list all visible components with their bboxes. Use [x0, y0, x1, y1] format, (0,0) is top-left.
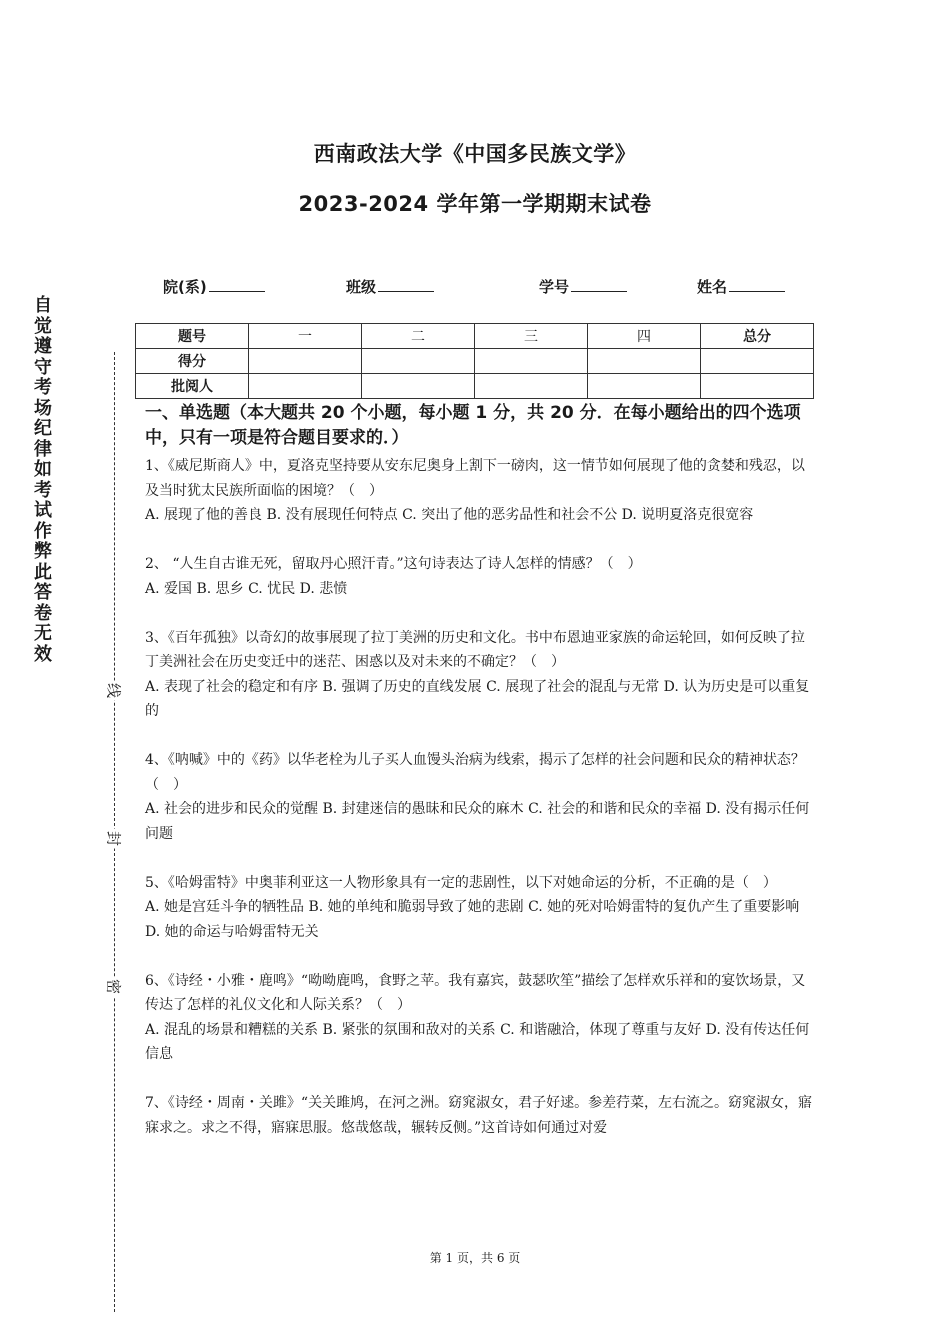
question-stem: 3、《百年孤独》以奇幻的故事展现了拉丁美洲的历史和文化。书中布恩迪亚家族的命运轮回，如何反映了拉丁美洲社会在历史变迁中的迷茫、困惑以及对未来的不确定？（ ） — [145, 629, 805, 670]
reviewer-cell — [362, 374, 475, 399]
question-options: A. 表现了社会的稳定和有序 B. 强调了历史的直线发展 C. 展现了社会的混乱与无常 D. 认为历史是可以重复的 — [145, 678, 810, 719]
exam-content — [145, 401, 815, 1165]
question-stem: 7、《诗经・周南・关雎》“关关雎鸠，在河之洲。窈窕淑女，君子好逑。参差荇菜，左右流之。窈窕淑女，寤寐求之。求之不得，寤寐思服。悠哉悠哉，辗转反侧。”这首诗如何通过对爱 — [145, 1095, 813, 1136]
question-stem: 5、《哈姆雷特》中奥菲利亚这一人物形象具有一定的悲剧性，以下对她命运的分析，不正确的是（ ） — [145, 874, 777, 891]
score-cell — [701, 349, 814, 374]
seal-mark-secret: 密 — [104, 977, 125, 997]
reviewer-cell — [701, 374, 814, 399]
class-label: 班级 — [346, 278, 377, 296]
score-cell — [362, 349, 475, 374]
question-options: A. 社会的进步和民众的觉醒 B. 封建迷信的愚昧和民众的麻木 C. 社会的和谐和民众的幸福 D. 没有揭示任何问题 — [145, 801, 810, 842]
seal-mark-seal: 封 — [104, 829, 125, 849]
score-table — [135, 323, 814, 399]
question-stem: 1、《威尼斯商人》中，夏洛克坚持要从安东尼奥身上割下一磅肉，这一情节如何展现了他的贪婪和残忍，以及当时犹太民族所面临的困境？（ ） — [145, 458, 805, 499]
class-blank — [378, 277, 434, 292]
exam-title-line2: 2023-2024 学年第一学期期末试卷 — [298, 192, 652, 216]
score-table-header-cell: 题号 — [136, 324, 249, 349]
question-item — [145, 748, 815, 846]
score-cell — [249, 349, 362, 374]
question-options: A. 她是宫廷斗争的牺牲品 B. 她的单纯和脆弱导致了她的悲剧 C. 她的死对哈姆雷特的复仇产生了重要影响 D. 她的命运与哈姆雷特无关 — [145, 899, 800, 940]
student-id-label: 学号 — [539, 278, 570, 296]
exam-discipline-note: 自觉遵守考场纪律如考试作弊此答卷无效 — [34, 295, 52, 665]
score-table-header-cell: 三 — [475, 324, 588, 349]
question-options: A. 展现了他的善良 B. 没有展现任何特点 C. 突出了他的恶劣品性和社会不公 D. 说明夏洛克很宽容 — [145, 507, 754, 523]
name-blank — [729, 277, 785, 292]
question-options: A. 爱国 B. 思乡 C. 忧民 D. 悲愤 — [145, 580, 348, 597]
score-table-header-cell: 一 — [249, 324, 362, 349]
score-table-header-row — [136, 324, 814, 349]
question-stem: 4、《呐喊》中的《药》以华老栓为儿子买人血馒头治病为线索，揭示了怎样的社会问题和民众的精神状态？（ ） — [145, 752, 805, 793]
question-item — [145, 1091, 815, 1140]
dept-blank — [209, 277, 265, 292]
student-id-field — [539, 276, 627, 297]
name-label: 姓名 — [697, 278, 728, 296]
question-options: A. 混乱的场景和糟糕的关系 B. 紧张的氛围和敌对的关系 C. 和谐融洽，体现了尊重与友好 D. 没有传达任何信息 — [145, 1021, 810, 1062]
reviewer-cell — [588, 374, 701, 399]
question-item — [145, 969, 815, 1067]
seal-mark-line: 线 — [104, 681, 125, 701]
reviewer-row-label: 批阅人 — [136, 374, 249, 399]
dept-label: 院(系) — [163, 278, 207, 296]
score-row-label: 得分 — [136, 349, 249, 374]
section-heading: 一、单选题（本大题共 20 个小题，每小题 1 分，共 20 分．在每小题给出的四个选项中，只有一项是符合题目要求的．） — [145, 403, 801, 448]
question-stem: 2、 “人生自古谁无死，留取丹心照汗青。”这句诗表达了诗人怎样的情感？（ ） — [145, 556, 642, 572]
name-field — [697, 276, 785, 297]
score-table-header-cell: 总分 — [701, 324, 814, 349]
question-item — [145, 454, 815, 528]
reviewer-cell — [475, 374, 588, 399]
reviewer-cell — [249, 374, 362, 399]
page-footer: 第 1 页，共 6 页 — [429, 1251, 521, 1265]
question-stem: 6、《诗经・小雅・鹿鸣》“呦呦鹿鸣，食野之苹。我有嘉宾，鼓瑟吹笙”描绘了怎样欢乐祥和的宴饮场景，又传达了怎样的礼仪文化和人际关系？（ ） — [145, 972, 806, 1013]
dept-field — [163, 276, 265, 297]
question-item — [145, 552, 815, 601]
score-table-score-row — [136, 349, 814, 374]
exam-title-line1: 西南政法大学《中国多民族文学》 — [313, 142, 637, 166]
student-id-blank — [571, 277, 627, 292]
score-cell — [475, 349, 588, 374]
score-table-header-cell: 四 — [588, 324, 701, 349]
question-item — [145, 626, 815, 724]
score-cell — [588, 349, 701, 374]
class-field — [346, 276, 434, 297]
question-item — [145, 871, 815, 945]
score-table-reviewer-row — [136, 374, 814, 399]
score-table-header-cell: 二 — [362, 324, 475, 349]
